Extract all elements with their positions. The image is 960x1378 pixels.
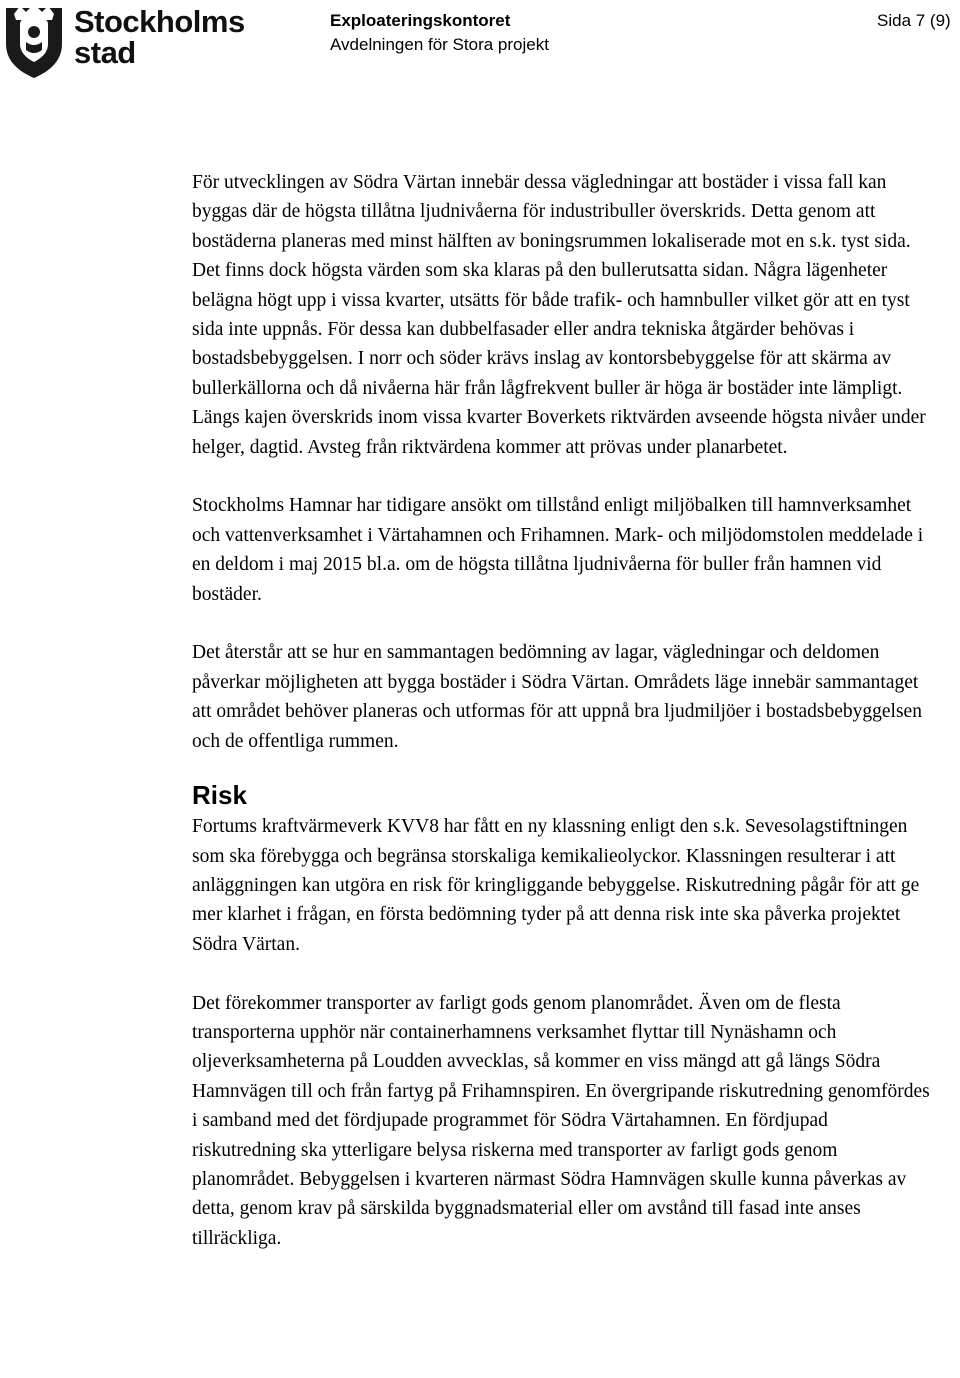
header-org: Exploateringskontoret: [330, 11, 511, 30]
paragraph-dangerous-goods: Det förekommer transporter av farligt gods genom planområdet. Även om de flesta transporterna upphör när containerhamnens verksamhet flyttar till Nynäshamn och oljeverksamheterna på Loudden avvecklas, så kommer en viss mängd att gå längs Södra Hamnvägen till och från fartyg på Frihamnspiren. En övergripande riskutredning genomfördes i samband med det fördjupade programmet för Södra Värtahamnen. En fördjupad riskutredning ska ytterligare belysa riskerna med transporter av farligt gods genom planområdet. Bebyggelsen i kvarteren närmast Södra Hamnvägen skulle kunna påverkas av detta, genom krav på särskilda byggnadsmaterial eller om avstånd till fasad inte anses tillräckliga.: [192, 992, 930, 1249]
section-heading-risk: Risk: [192, 780, 247, 811]
paragraph-noise-guidance: För utvecklingen av Södra Värtan innebär dessa vägledningar att bostäder i vissa fall kan byggas där de högsta tillåtna ljudnivåerna för industribuller överskrids. Detta genom att bostäderna planeras med minst hälften av boningsrummen lokaliserade mot en s.k. tyst sida. Det finns dock högsta värden som ska klaras på den bullerutsatta sidan. Några lägenheter belägna högt upp i vissa kvarter, utsätts för både trafik- och hamnbuller vilket gör att en tyst sida inte uppnås. För dessa kan dubbelfasader eller andra tekniska åtgärder behövas i bostadsbebyggelsen. I norr och söder krävs inslag av kontorsbebyggelse för att skärma av bullerkällorna och då nivåerna här från lågfrekvent buller är höga är bostäder inte lämpligt. Längs kajen överskrids inom vissa kvarter Boverkets riktvärden avseende högsta nivåer under helger, dagtid. Avsteg från riktvärdena kommer att prövas under planarbetet.: [192, 172, 926, 458]
paragraph-port-permit: Stockholms Hamnar har tidigare ansökt om tillstånd enligt miljöbalken till hamnverksamhet och vattenverksamhet i Värtahamnen och Frihamnen. Mark- och miljödomstolen meddelade i en deldom i maj 2015 bl.a. om de högsta tillåtna ljudnivåerna för buller från hamnen vid bostäder.: [192, 495, 924, 605]
stockholms-stad-crest-icon: [2, 0, 66, 80]
page-number: Sida 7 (9): [877, 11, 951, 30]
stockholms-stad-logo: [0, 0, 245, 82]
logo-line-2: stad: [74, 35, 136, 70]
logo-wordmark: [74, 6, 245, 68]
document-body: [192, 168, 932, 1253]
header-department: [330, 9, 549, 57]
paragraph-assessment: Det återstår att se hur en sammantagen bedömning av lagar, vägledningar och deldomen påverkar möjligheten att bygga bostäder i Södra Värtan. Områdets läge innebär sammantaget att området behöver planeras och utformas för att uppnå bra ljudmiljöer i bostadsbebyggelsen och de offentliga rummen.: [192, 642, 922, 752]
header-unit: Avdelningen för Stora projekt: [330, 35, 549, 54]
paragraph-seveso: Fortums kraftvärmeverk KVV8 har fått en ny klassning enligt den s.k. Sevesolagstiftningen som ska förebygga och begränsa storskaliga kemikalieolyckor. Klassningen resulterar i att anläggningen kan utgöra en risk för kringliggande bebyggelse. Riskutredning pågår för att ge mer klarhet i frågan, en första bedömning tyder på att denna risk inte ska påverka projektet Södra Värtan.: [192, 816, 920, 955]
logo-line-1: Stockholms: [74, 4, 245, 39]
